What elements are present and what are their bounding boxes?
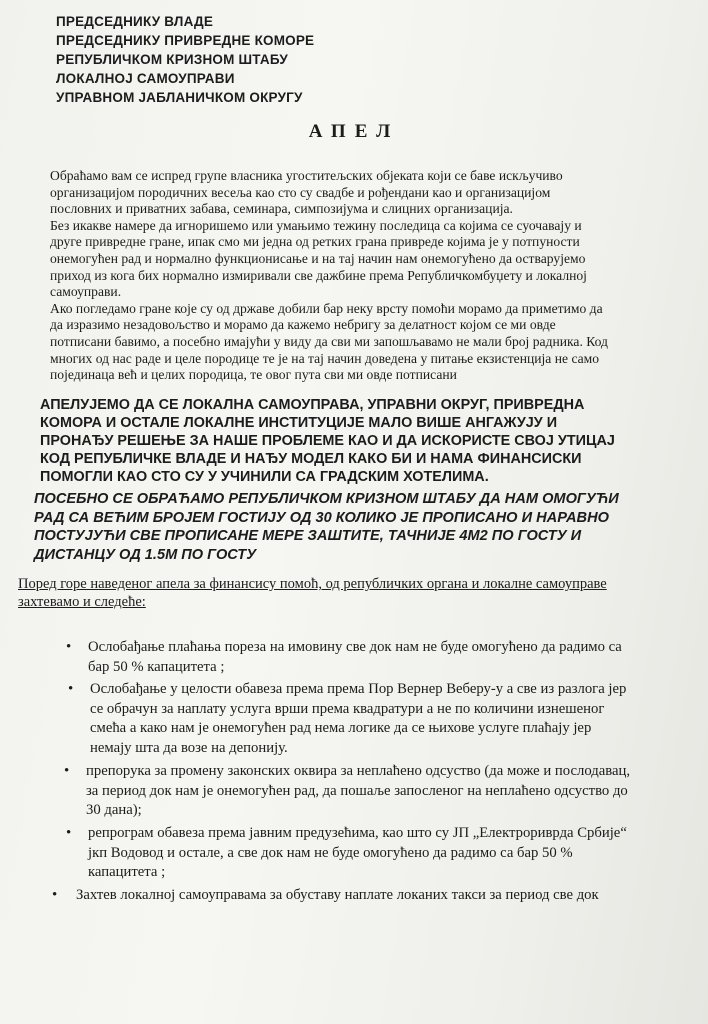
body-line: онемогућен рад и нормално функционисање и на тај начин нам онемогућено да остварујемо xyxy=(50,250,586,266)
body-line: многих од нас раде и целе породице те је на тај начин доведена у питање екзистенција не само xyxy=(50,350,600,366)
list-item xyxy=(52,886,599,906)
recipient-line: УПРАВНОМ ЈАБЛАНИЧКОМ ОКРУГУ xyxy=(56,90,303,105)
body-line: Без икакве намере да игноришемо или умањимо тежину последица са којима се суочавају и xyxy=(50,217,582,233)
body-line: приход из кога бих нормално измиривали све дажбине према Републичкомбуџету и локалној xyxy=(50,267,587,283)
list-item-line: немају шта да возе на депонију. xyxy=(90,739,288,756)
demands-intro xyxy=(18,575,698,611)
list-item-line: за период док нам је онемогућен рад, да пошаље запосленог на неплаћено одсуство до xyxy=(86,782,628,799)
appeal-block xyxy=(40,396,680,486)
bullet-icon: • xyxy=(64,763,70,779)
list-item-line: 30 дана); xyxy=(86,802,142,818)
list-item-line: бар 50 % капацитета ; xyxy=(88,658,225,675)
appeal-line: КОМОРА И ОСТАЛЕ ЛОКАЛНЕ ИНСТИТУЦИЈЕ МАЛО ВИШЕ АНГАЖУЈУ И xyxy=(40,415,558,431)
list-item-line: Ослобађање у целости обавеза према према Пор Вернер Веберу-у а све из разлога јер xyxy=(90,681,627,697)
body-paragraphs xyxy=(50,168,660,384)
list-item-line: Захтев локалној самоуправама за обуставу наплате локаних такси за период све док xyxy=(76,887,599,903)
appeal-line: КОД РЕПУБЛИЧКЕ ВЛАДЕ И НАЂУ МОДЕЛ КАКО БИ И НАМА ФИНАНСИСКИ xyxy=(40,451,582,467)
body-line: Обраћамо вам се испред групе власника угоститељских објеката који се баве искључиво xyxy=(50,168,563,183)
intro-line: Поред горе наведеног апела за финансису помоћ, од републичких органа и локалне самоуправе xyxy=(18,576,607,592)
body-line: Ако погледамо гране које су од државе добили бар неку врсту помоћи морамо да приметимо да xyxy=(50,300,603,316)
recipient-line: ПРЕДСЕДНИКУ ПРИВРЕДНЕ КОМОРЕ xyxy=(56,33,315,48)
body-line: друге привредне гране, ипак смо ми једна од ретких грана привреде којима је у потпуности xyxy=(50,234,580,250)
intro-line: захтевамо и следеће: xyxy=(18,594,146,610)
body-line: организацијом породичних весеља као сто су свадбе и рођендани као и организацијом xyxy=(50,184,551,200)
recipients-block xyxy=(56,12,314,107)
crisis-appeal-line: РАД СА ВЕЋИМ БРОЈЕМ ГОСТИЈУ ОД 30 КОЛИКО ЈЕ ПРОПИСАНО И НАРАВНО xyxy=(34,509,609,526)
appeal-line: ПРОНАЂУ РЕШЕЊЕ ЗА НАШЕ ПРОБЛЕМЕ КАО И ДА ИСКОРИСТЕ СВОЈ УТИЦАЈ xyxy=(40,433,615,449)
body-line: самоуправи. xyxy=(50,284,122,300)
recipient-line: ЛОКАЛНОЈ САМОУПРАВИ xyxy=(56,71,235,86)
list-item-line: репрограм обавеза према јавним предузећима, као што су ЈП „Електрориврда Србије“ xyxy=(88,825,627,841)
appeal-line: ПОМОГЛИ КАО СТО СУ У УЧИНИЛИ СА ГРАДСКИМ ХОТЕЛИМА. xyxy=(40,469,489,485)
recipient-line: ПРЕДСЕДНИКУ ВЛАДЕ xyxy=(56,14,214,29)
bullet-icon: • xyxy=(68,681,74,697)
appeal-line: АПЕЛУЈЕМО ДА СЕ ЛОКАЛНА САМОУПРАВА, УПРАВНИ ОКРУГ, ПРИВРЕДНА xyxy=(40,397,585,413)
body-line: потписани бавимо, а посебно имајући у виду да сви ми запошљавамо не мали број радника. Код xyxy=(50,333,608,349)
document-title: АПЕЛ xyxy=(308,121,400,142)
list-item xyxy=(66,638,622,677)
list-item-line: се обрачун за наплату услуга врши према квадратури а не по количини изнешеног xyxy=(90,700,605,717)
recipient-line: РЕПУБЛИЧКОМ КРИЗНОМ ШТАБУ xyxy=(56,52,289,67)
list-item xyxy=(68,680,627,758)
list-item-line: јкп Водовод и остале, а све док нам не буде омогућено да радимо са бар 50 % xyxy=(88,844,573,861)
list-item-line: Ослобађање плаћања пореза на имовину све док нам не буде омогућено да радимо са xyxy=(88,639,622,655)
list-item-line: смећа а како нам је онемогућен рад нема логике да се њихове услуге плаћају јер xyxy=(90,720,592,736)
crisis-appeal-line: ПОСЕБНО СЕ ОБРАЋАМО РЕПУБЛИЧКОМ КРИЗНОМ ШТАБУ ДА НАМ ОМОГУЋИ xyxy=(34,491,619,507)
bullet-icon: • xyxy=(52,887,58,903)
crisis-staff-appeal xyxy=(34,490,684,564)
body-line: пословних и приватних забава, семинара, симпозијума и слицних организација. xyxy=(50,201,513,217)
bullet-icon: • xyxy=(66,639,72,655)
body-line: да изразимо незадовољство и морамо да кажемо небригу за делатност којом се ми овде xyxy=(50,317,556,333)
crisis-appeal-line: ПОСТУЈУЋИ СВЕ ПРОПИСАНЕ МЕРЕ ЗАШТИТЕ, ТАЧНИЈЕ 4М2 ПО ГОСТУ И xyxy=(34,528,582,544)
list-item-line: препорука за промену законских оквира за неплаћено одсуство (да може и послодавац, xyxy=(86,763,631,779)
list-item-line: капацитета ; xyxy=(88,864,166,880)
list-item xyxy=(64,762,631,821)
bullet-icon: • xyxy=(66,825,72,841)
list-item xyxy=(66,824,627,883)
crisis-appeal-line: ДИСТАНЦУ ОД 1.5М ПО ГОСТУ xyxy=(34,546,257,563)
body-line: појединаца већ и целих породица, те овог пута сви ми овде потписани xyxy=(50,367,457,383)
